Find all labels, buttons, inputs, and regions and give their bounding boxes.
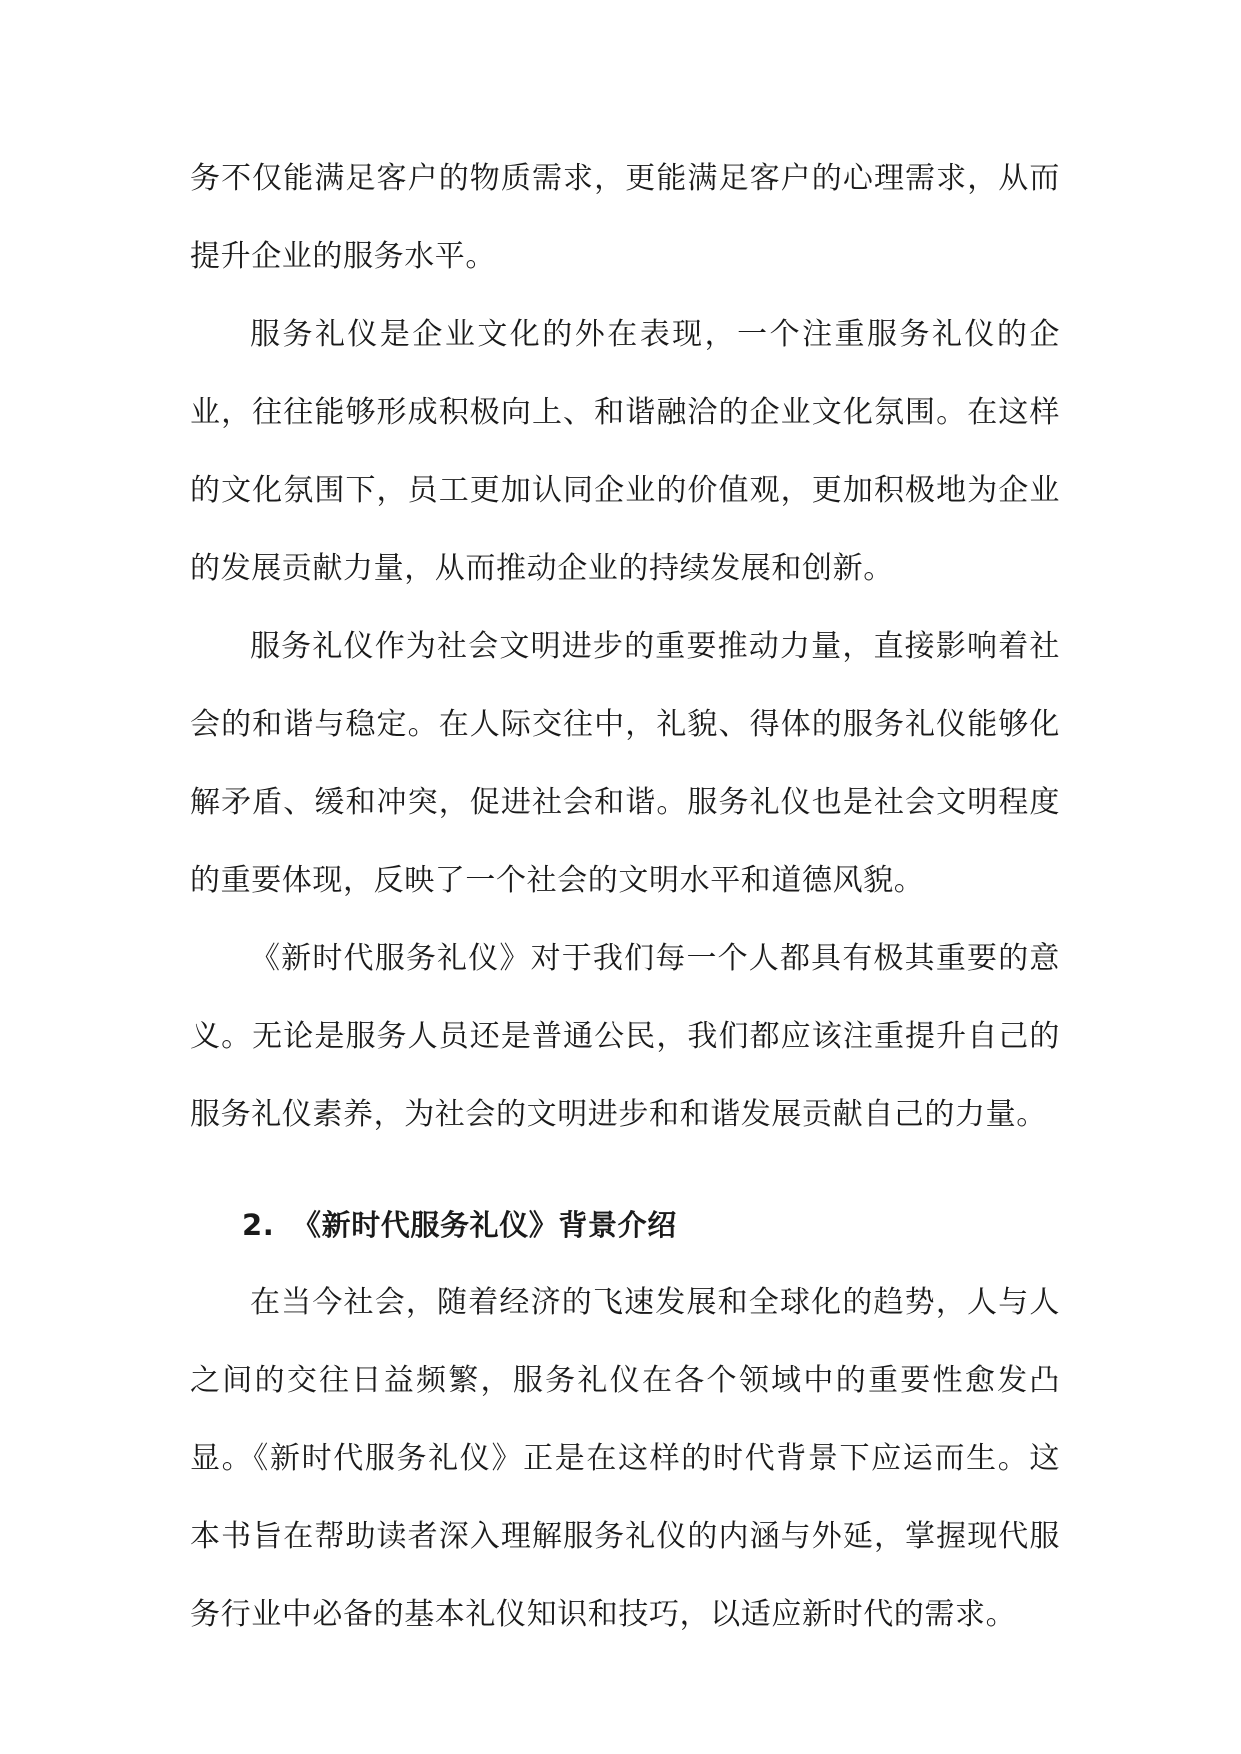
document-page bbox=[190, 140, 1060, 1654]
paragraph-background: 在当今社会，随着经济的飞速发展和全球化的趋势，人与人之间的交往日益频繁，服务礼仪在各个领域中的重要性愈发凸显。《新时代服务礼仪》正是在这样的时代背景下应运而生。这本书旨在帮助读者深入理解服务礼仪的内涵与外延，掌握现代服务行业中必备的基本礼仪知识和技巧，以适应新时代的需求。 bbox=[190, 1285, 1060, 1632]
paragraph-social-civilization: 服务礼仪作为社会文明进步的重要推动力量，直接影响着社会的和谐与稳定。在人际交往中，礼貌、得体的服务礼仪能够化解矛盾、缓和冲突，促进社会和谐。服务礼仪也是社会文明程度的重要体现，反映了一个社会的文明水平和道德风貌。 bbox=[190, 629, 1060, 898]
paragraph-continuation: 务不仅能满足客户的物质需求，更能满足客户的心理需求，从而提升企业的服务水平。 bbox=[190, 161, 1060, 274]
section-heading bbox=[190, 1186, 1060, 1264]
section-number: 2. bbox=[242, 1208, 275, 1242]
paragraph-corporate-culture: 服务礼仪是企业文化的外在表现，一个注重服务礼仪的企业，往往能够形成积极向上、和谐融洽的企业文化氛围。在这样的文化氛围下，员工更加认同企业的价值观，更加积极地为企业的发展贡献力量，从而推动企业的持续发展和创新。 bbox=[190, 317, 1060, 586]
paragraph-personal-significance: 《新时代服务礼仪》对于我们每一个人都具有极其重要的意义。无论是服务人员还是普通公民，我们都应该注重提升自己的服务礼仪素养，为社会的文明进步和和谐发展贡献自己的力量。 bbox=[190, 941, 1060, 1132]
section-title: 《新时代服务礼仪》背景介绍 bbox=[292, 1208, 677, 1242]
